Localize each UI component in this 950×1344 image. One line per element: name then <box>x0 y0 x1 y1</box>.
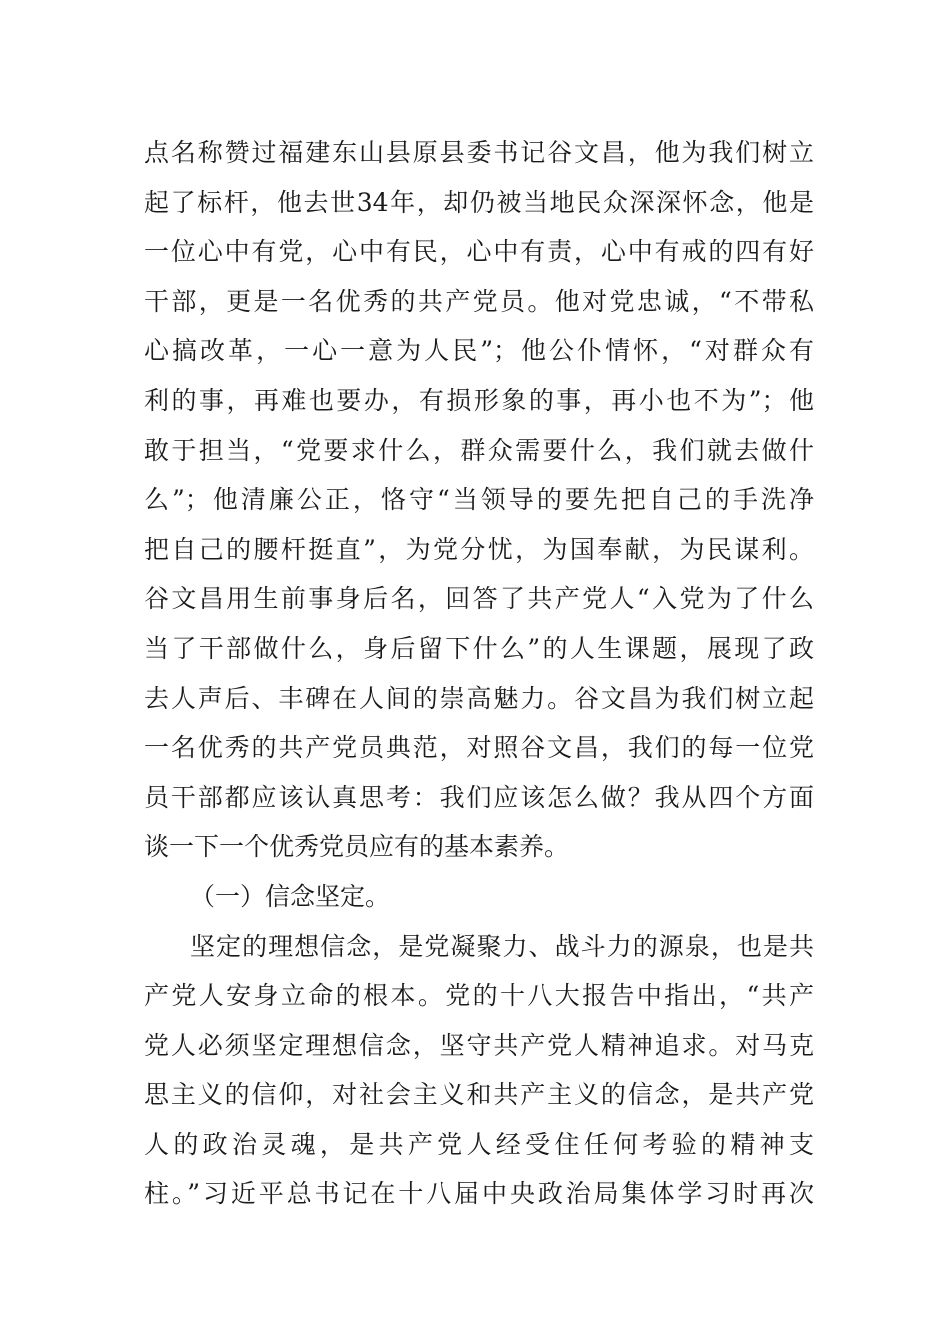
text-line: 一名优秀的共产党员典范，对照谷文昌，我们的每一位党 <box>144 733 814 763</box>
text-line: 党人必须坚定理想信念，坚守共产党人精神追求。对马克 <box>144 1030 814 1060</box>
text-line: 敢于担当，“党要求什么，群众需要什么，我们就去做什 <box>144 435 814 465</box>
text-line: 柱。”习近平总书记在十八届中央政治局集体学习时再次 <box>144 1179 814 1209</box>
text-line: 谈一下一个优秀党员应有的基本素养。 <box>144 832 570 862</box>
text-line: 利的事，再难也要办，有损形象的事，再小也不为”；他 <box>144 385 814 415</box>
text-line: 点名称赞过福建东山县原县委书记谷文昌，他为我们树立 <box>144 138 814 167</box>
text-line: 产党人安身立命的根本。党的十八大报告中指出，“共产 <box>144 981 814 1011</box>
text-line: 干部，更是一名优秀的共产党员。他对党忠诚，“不带私 <box>144 286 814 316</box>
text-line: 谷文昌用生前事身后名，回答了共产党人“入党为了什么 <box>144 584 814 614</box>
body-text <box>144 128 814 1219</box>
text-line: 坚定的理想信念，是党凝聚力、战斗力的源泉，也是共 <box>190 931 814 961</box>
text-line: 心搞改革，一心一意为人民”；他公仆情怀，“对群众有 <box>144 336 814 366</box>
text-line: 去人声后、丰碑在人间的崇高魅力。谷文昌为我们树立起 <box>144 683 814 713</box>
text-line: 员干部都应该认真思考：我们应该怎么做？我从四个方面 <box>144 782 814 812</box>
section-heading: （一）信念坚定。 <box>190 881 391 911</box>
text-line: 当了干部做什么，身后留下什么”的人生课题，展现了政 <box>144 633 814 663</box>
text-line: 起了标杆，他去世34年，却仍被当地民众深深怀念，他是 <box>144 187 814 217</box>
text-line: 一位心中有党，心中有民，心中有责，心中有戒的四有好 <box>144 237 814 267</box>
text-line: 把自己的腰杆挺直”，为党分忧，为国奉献，为民谋利。 <box>144 534 814 564</box>
text-line: 思主义的信仰，对社会主义和共产主义的信念，是共产党 <box>144 1080 814 1110</box>
text-line: 人的政治灵魂，是共产党人经受住任何考验的精神支 <box>144 1129 814 1159</box>
text-line: 么”；他清廉公正，恪守“当领导的要先把自己的手洗净 <box>144 485 814 515</box>
